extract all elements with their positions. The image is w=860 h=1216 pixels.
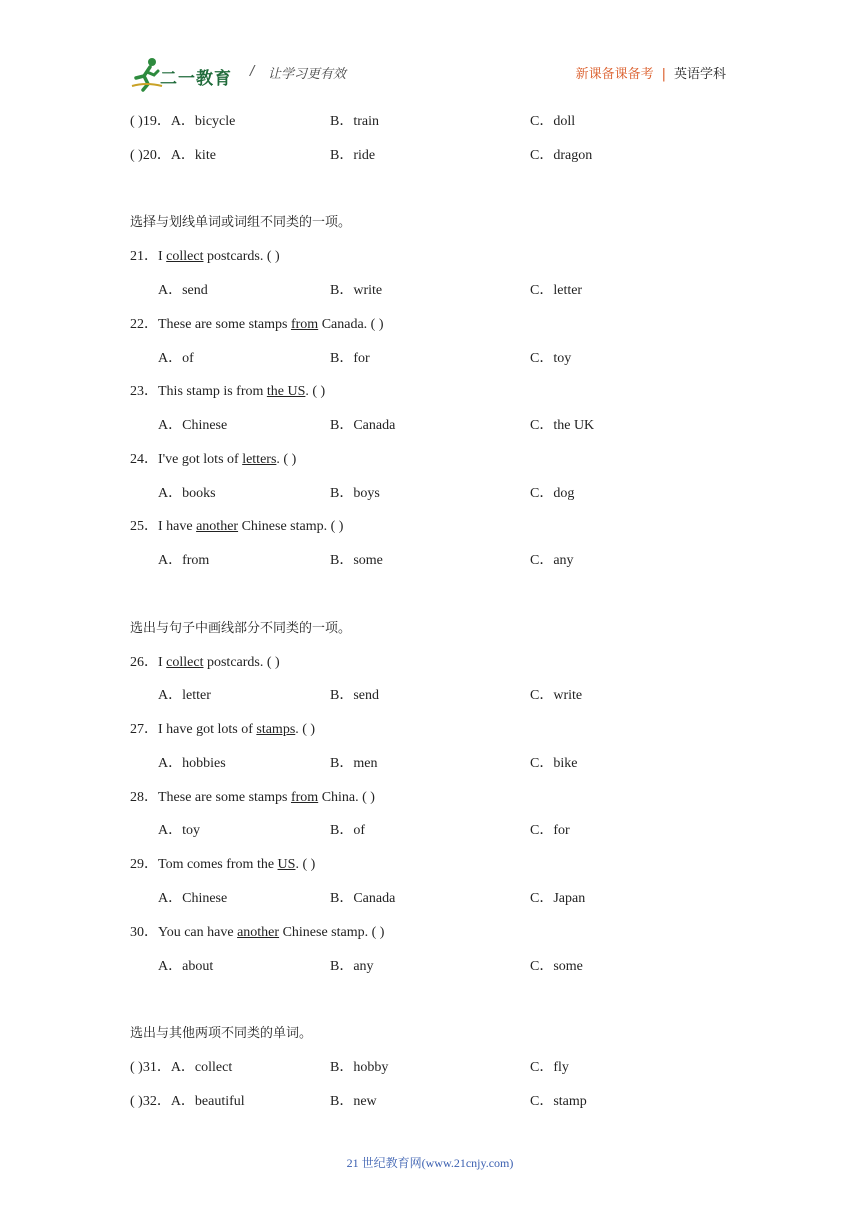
option-c: C．Japan [530, 891, 586, 906]
options-26 [0, 686, 860, 706]
question-19 [0, 112, 860, 132]
option-b: B．men [330, 756, 378, 771]
option-c: C．fly [530, 1060, 569, 1075]
question-20 [0, 146, 860, 166]
option-a: A．send [158, 283, 208, 298]
option-c: C．any [530, 553, 574, 568]
slogan-separator: / [250, 64, 255, 79]
stem-post: . ( ) [295, 722, 316, 737]
question-stem [130, 653, 280, 673]
stem-post: postcards. ( ) [203, 249, 280, 264]
options-25 [0, 551, 860, 571]
stem-pre: 29．Tom comes from the [130, 857, 278, 872]
question-24 [0, 450, 860, 470]
section-title [0, 213, 860, 233]
option-a: A．from [158, 553, 210, 568]
options-21 [0, 281, 860, 301]
option-c: C．bike [530, 756, 578, 771]
option-b: B．send [330, 688, 379, 703]
brand-left: 新课备课备考 [575, 67, 654, 82]
underlined-word: from [290, 790, 319, 805]
options-23 [0, 416, 860, 436]
stem-post: China. ( ) [318, 790, 375, 805]
question-31 [0, 1058, 860, 1078]
underlined-word: the US [266, 384, 306, 399]
options-28 [0, 821, 860, 841]
question-stem [130, 855, 315, 875]
stem-pre: 21．I [130, 249, 167, 264]
option-c: C．stamp [530, 1094, 587, 1109]
stem-post: . ( ) [305, 384, 326, 399]
brand-separator: | [661, 67, 666, 82]
stem-pre: 30．You can have [130, 925, 238, 940]
option-c: C．the UK [530, 418, 595, 433]
stem-post: Chinese stamp. ( ) [238, 519, 344, 534]
option-a: A．books [158, 486, 216, 501]
option-a: A．Chinese [158, 418, 228, 433]
question-25 [0, 517, 860, 537]
option-c: C．toy [530, 351, 572, 366]
question-23 [0, 382, 860, 402]
section-title-text: 选出与句子中画线部分不同类的一项。 [130, 621, 352, 636]
option-a: A．about [158, 959, 214, 974]
section-title [0, 619, 860, 639]
option-a: A．of [158, 351, 194, 366]
option-b: B．Canada [330, 418, 396, 433]
question-stem [130, 720, 315, 740]
option-b: B．train [330, 114, 379, 129]
option-b: B．boys [330, 486, 380, 501]
slogan: 让学习更有效 [268, 67, 347, 82]
option-b: B．any [330, 959, 374, 974]
logo-text: 二一教育 [160, 69, 232, 89]
stem-post: Chinese stamp. ( ) [279, 925, 385, 940]
question-30 [0, 923, 860, 943]
options-29 [0, 889, 860, 909]
options-24 [0, 484, 860, 504]
option-a: A．Chinese [158, 891, 228, 906]
option-c: C．letter [530, 283, 583, 298]
underlined-word: US [277, 857, 296, 872]
logo [130, 56, 240, 92]
option-b: B．ride [330, 148, 376, 163]
option-b: B．new [330, 1094, 377, 1109]
question-26 [0, 653, 860, 673]
question-stem [130, 450, 296, 470]
option-c: C．for [530, 823, 570, 838]
underlined-word: another [237, 925, 280, 940]
question-number: ( )31．A．collect [130, 1060, 233, 1075]
section-title [0, 1024, 860, 1044]
stem-pre: 26．I [130, 655, 167, 670]
brand [576, 63, 726, 82]
question-number: ( )19．A．bicycle [130, 114, 236, 129]
question-21 [0, 247, 860, 267]
underlined-word: collect [166, 655, 204, 670]
option-c: C．doll [530, 114, 576, 129]
page-footer: 21 世纪教育网(www.21cnjy.com) [346, 1156, 514, 1170]
question-stem [130, 517, 343, 537]
stem-pre: 25．I have [130, 519, 197, 534]
option-b: B．write [330, 283, 383, 298]
question-stem [130, 788, 375, 808]
stem-post: Canada. ( ) [318, 317, 384, 332]
section-title-text: 选择与划线单词或词组不同类的一项。 [130, 215, 352, 230]
option-b: B．Canada [330, 891, 396, 906]
question-number: ( )32．A．beautiful [130, 1094, 245, 1109]
option-c: C．write [530, 688, 583, 703]
stem-pre: 23．This stamp is from [130, 384, 267, 399]
stem-post: . ( ) [295, 857, 316, 872]
question-27 [0, 720, 860, 740]
option-a: A．toy [158, 823, 200, 838]
question-29 [0, 855, 860, 875]
section-title-text: 选出与其他两项不同类的单词。 [130, 1026, 313, 1041]
stem-pre: 22．These are some stamps [130, 317, 291, 332]
stem-post: . ( ) [276, 452, 297, 467]
underlined-word: letters [242, 452, 277, 467]
stem-post: postcards. ( ) [203, 655, 280, 670]
question-22 [0, 315, 860, 335]
option-b: B．hobby [330, 1060, 389, 1075]
option-c: C．dog [530, 486, 575, 501]
stem-pre: 24．I've got lots of [130, 452, 243, 467]
underlined-word: another [196, 519, 239, 534]
options-27 [0, 754, 860, 774]
runner-logo-icon [130, 56, 164, 92]
option-c: C．some [530, 959, 583, 974]
brand-right: 英语学科 [673, 67, 726, 82]
options-22 [0, 349, 860, 369]
question-stem [130, 315, 384, 335]
stem-pre: 27．I have got lots of [130, 722, 257, 737]
question-32 [0, 1092, 860, 1112]
question-number: ( )20．A．kite [130, 148, 216, 163]
question-stem [130, 247, 280, 267]
option-c: C．dragon [530, 148, 593, 163]
option-a: A．letter [158, 688, 211, 703]
option-a: A．hobbies [158, 756, 226, 771]
question-stem [130, 923, 384, 943]
option-b: B．some [330, 553, 383, 568]
options-30 [0, 957, 860, 977]
option-b: B．of [330, 823, 365, 838]
underlined-word: collect [166, 249, 204, 264]
question-stem [130, 382, 325, 402]
option-b: B．for [330, 351, 370, 366]
underlined-word: from [290, 317, 319, 332]
stem-pre: 28．These are some stamps [130, 790, 291, 805]
page-header [130, 52, 726, 96]
question-28 [0, 788, 860, 808]
underlined-word: stamps [256, 722, 296, 737]
